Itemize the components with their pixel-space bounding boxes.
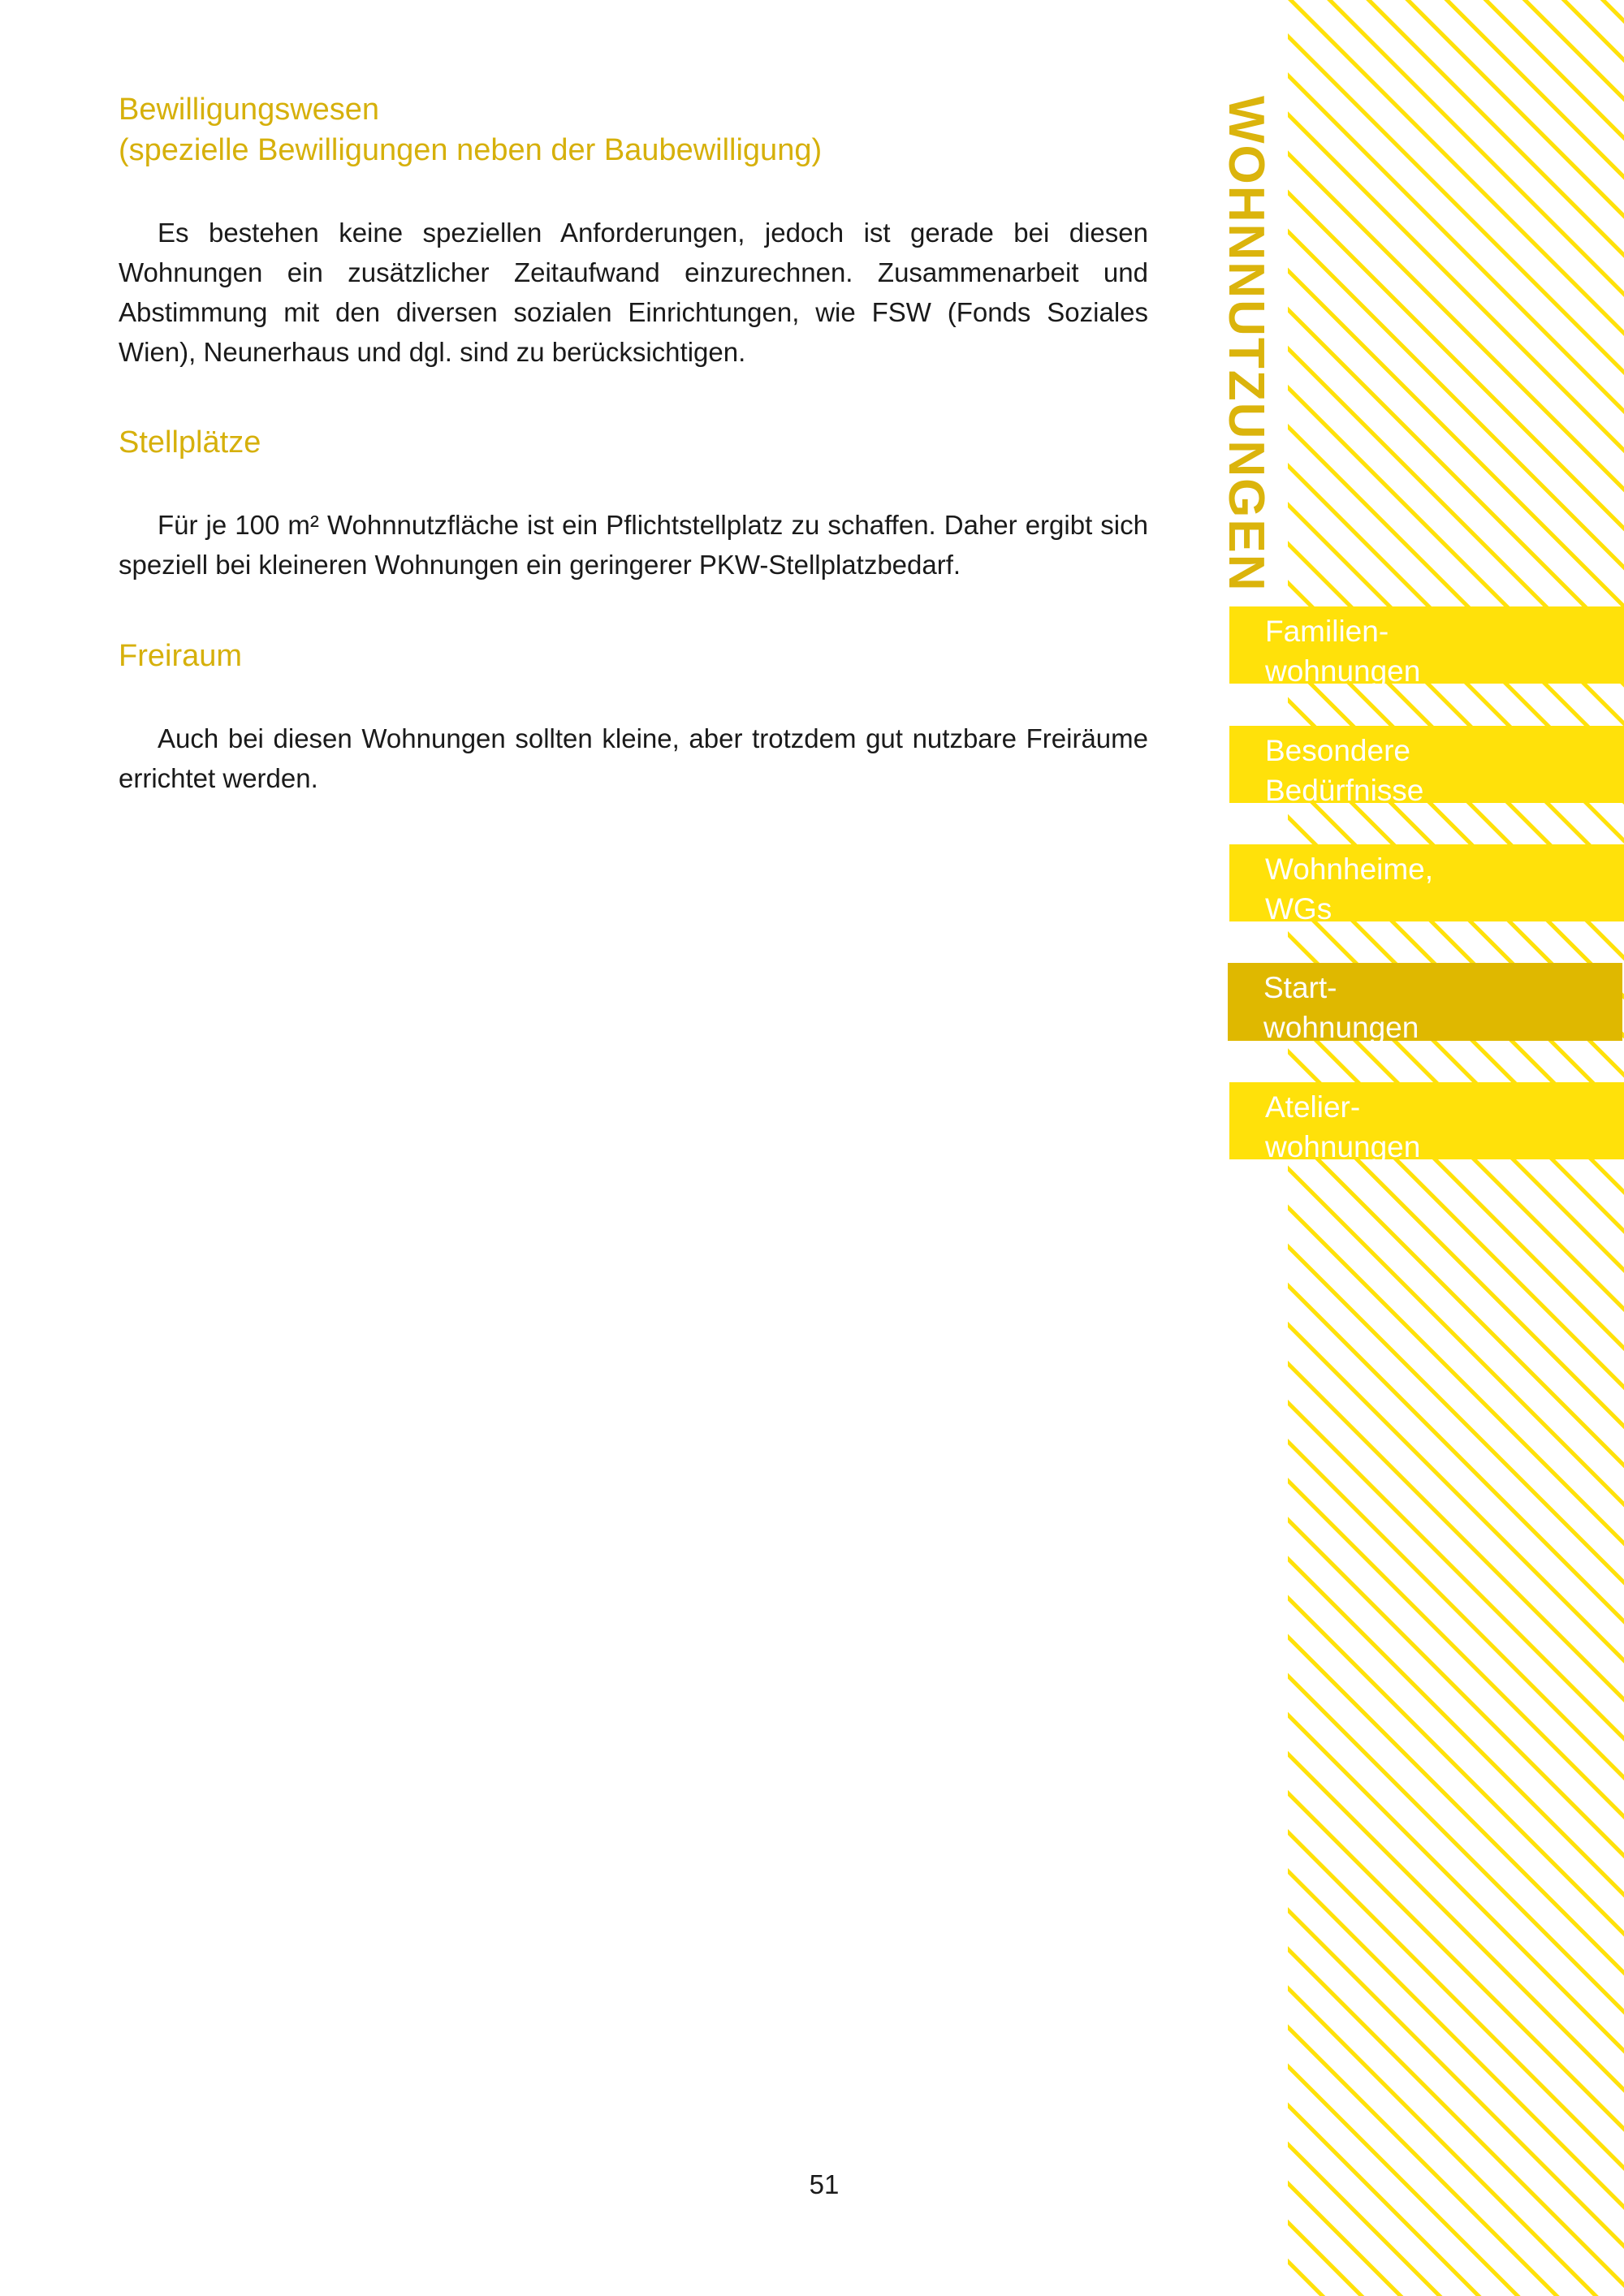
tab-label: wohnungen: [1263, 1011, 1419, 1044]
page-number: 51: [809, 2169, 840, 2199]
heading-line: Bewilligungswesen: [119, 93, 380, 127]
section-paragraph-stellplaetze: Für je 100 m² Wohnnutzfläche ist ein Pflichtstellplatz zu schaffen. Daher ergibt sich speziell bei kleineren Wohnungen ein geringerer PKW-Stellplatzbedarf.: [119, 510, 1148, 580]
section-paragraph-freiraum: Auch bei diesen Wohnungen sollten kleine, aber trotzdem gut nutzbare Freiräume errichtet werden.: [119, 723, 1148, 793]
tab-wohnheime-wgs[interactable]: [1229, 844, 1624, 926]
section-paragraph-bewilligungswesen: Es bestehen keine speziellen Anforderungen, jedoch ist gerade bei diesen Wohnungen ein zusätzlicher Zeitaufwand einzurechnen. Zusammenarbeit und Abstimmung mit den diversen sozialen Einrichtungen, wie FSW (Fonds Soziales Wien), Neunerhaus und dgl. sind zu berücksichtigen.: [119, 218, 1148, 367]
tab-label: wohnungen: [1265, 654, 1421, 688]
tab-atelierwohnungen[interactable]: [1229, 1082, 1624, 1163]
section-heading-bewilligungswesen: [119, 89, 1148, 170]
section-heading-stellplaetze: [119, 422, 1148, 463]
tab-startwohnungen[interactable]: [1228, 963, 1622, 1044]
tab-label: Wohnheime,: [1265, 852, 1434, 886]
tab-label: Bedürfnisse: [1265, 774, 1424, 807]
tab-label: WGs: [1265, 892, 1332, 926]
tab-label: wohnungen: [1265, 1130, 1421, 1163]
tab-label: Atelier-: [1265, 1090, 1361, 1124]
heading-line: Freiraum: [119, 639, 243, 673]
tab-label: Besondere: [1265, 734, 1410, 767]
tab-label: Familien-: [1265, 615, 1389, 648]
section-heading-freiraum: [119, 636, 1148, 676]
tab-familienwohnungen[interactable]: [1229, 606, 1624, 688]
section-vertical-title: WOHNNUTZUNGEN: [1218, 96, 1274, 593]
tab-besondere-beduerfnisse[interactable]: [1229, 726, 1624, 807]
heading-line: Stellplätze: [119, 425, 261, 460]
tab-label: Start-: [1263, 971, 1337, 1004]
heading-line: (spezielle Bewilligungen neben der Baubewilligung): [119, 133, 823, 167]
